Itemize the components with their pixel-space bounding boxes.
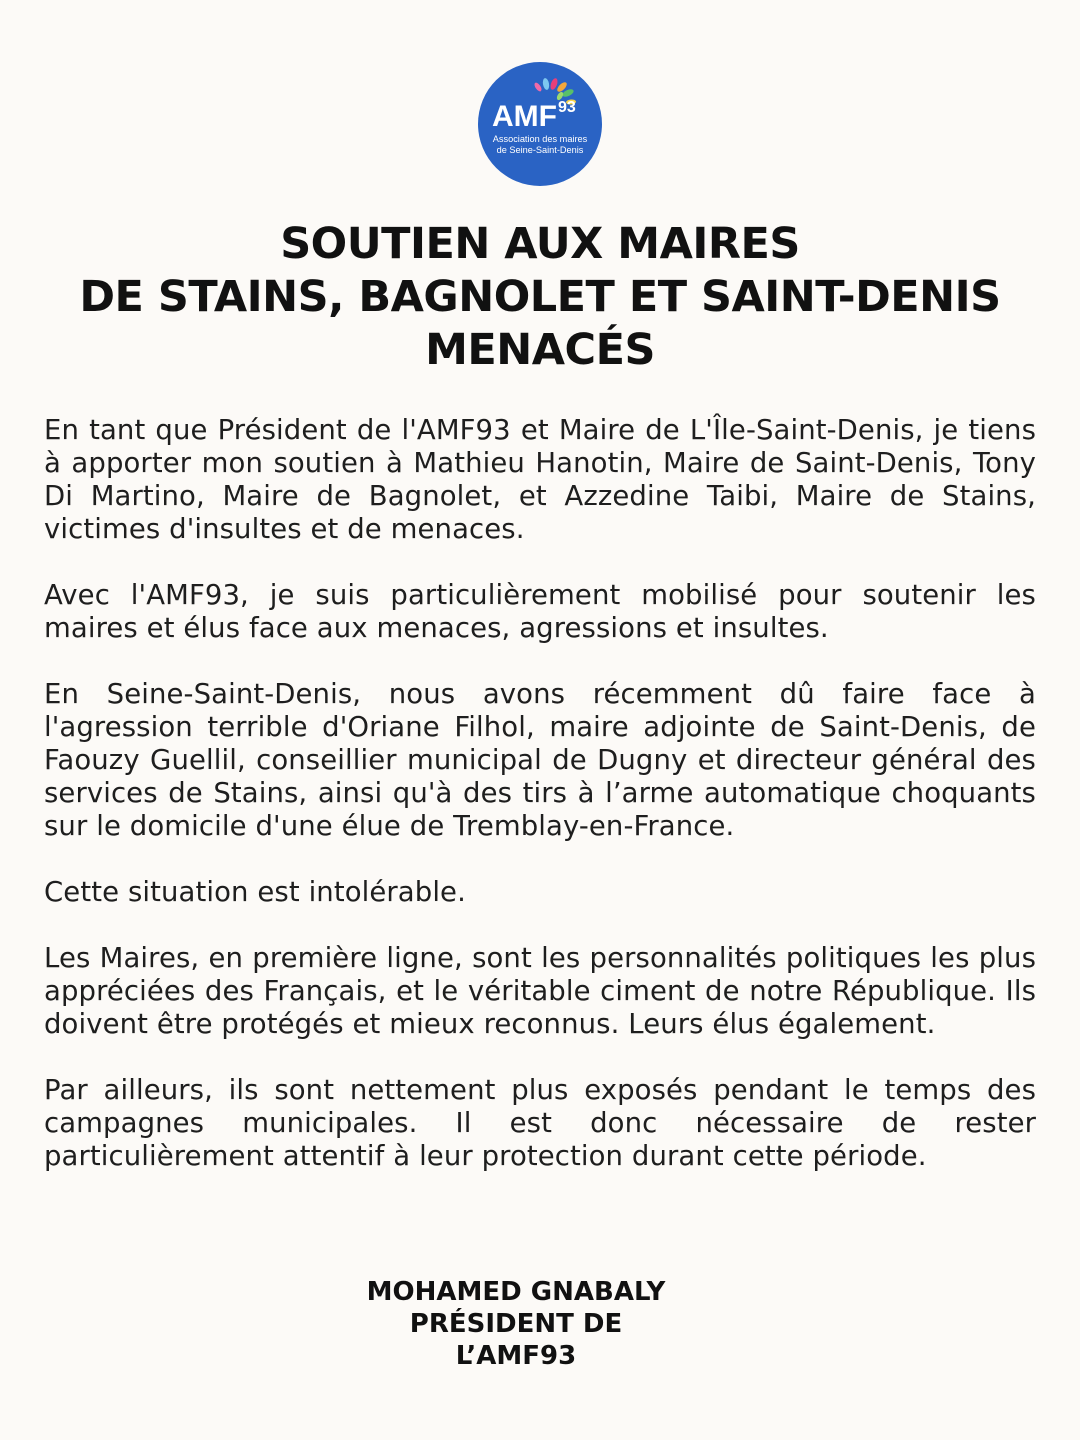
title-line-1: SOUTIEN AUX MAIRES [280, 219, 800, 269]
paragraph-intro: En tant que Président de l'AMF93 et Maire de L'Île-Saint-Denis, je tiens à apporter mon soutien à Mathieu Hanotin, Maire de Saint-Denis, Tony Di Martino, Maire de Bagnolet, et Azzedine Taibi, Maire de Stains, victimes d'insultes et de menaces. [44, 414, 1036, 545]
title-line-3: MENACÉS [425, 325, 655, 375]
paragraph-mobilisation: Avec l'AMF93, je suis particulièrement mobilisé pour soutenir les maires et élus face aux menaces, agressions et insultes. [44, 579, 1036, 644]
paragraph-campagnes: Par ailleurs, ils sont nettement plus exposés pendant le temps des campagnes municipales. Il est donc nécessaire de rester particulièrement attentif à leur protection durant cette période. [44, 1074, 1036, 1172]
statement-body [44, 414, 1036, 1206]
paragraph-incidents: En Seine-Saint-Denis, nous avons récemment dû faire face à l'agression terrible d'Oriane Filhol, maire adjointe de Saint-Denis, de Faouzy Guellil, conseillier municipal de Dugny et directeur général des services de Stains, ainsi qu'à des tirs à l’arme automatique choquants sur le domicile d'une élue de Tremblay-en-France. [44, 678, 1036, 842]
title-line-2: DE STAINS, BAGNOLET ET SAINT-DENIS [79, 272, 1001, 322]
signature-role-line-2: L’AMF93 [455, 1341, 577, 1371]
logo-line1: Association des maires [492, 134, 588, 144]
paragraph-maires: Les Maires, en première ligne, sont les personnalités politiques les plus appréciées des Français, et le véritable ciment de notre République. Ils doivent être protégés et mieux reconnus. Leurs élus également. [44, 942, 1036, 1040]
paragraph-intolerable: Cette situation est intolérable. [44, 876, 466, 908]
page-title [40, 218, 1040, 377]
logo-line2: de Seine-Saint-Denis [496, 145, 584, 155]
amf93-logo [478, 62, 602, 186]
signature-name: MOHAMED GNABALY [366, 1277, 666, 1307]
logo-mark: AMF [492, 100, 557, 133]
logo-superscript: 93 [558, 99, 576, 116]
signature-block [316, 1276, 716, 1372]
amf93-logo-icon [478, 62, 602, 186]
signature-role-line-1: PRÉSIDENT DE [409, 1309, 623, 1339]
